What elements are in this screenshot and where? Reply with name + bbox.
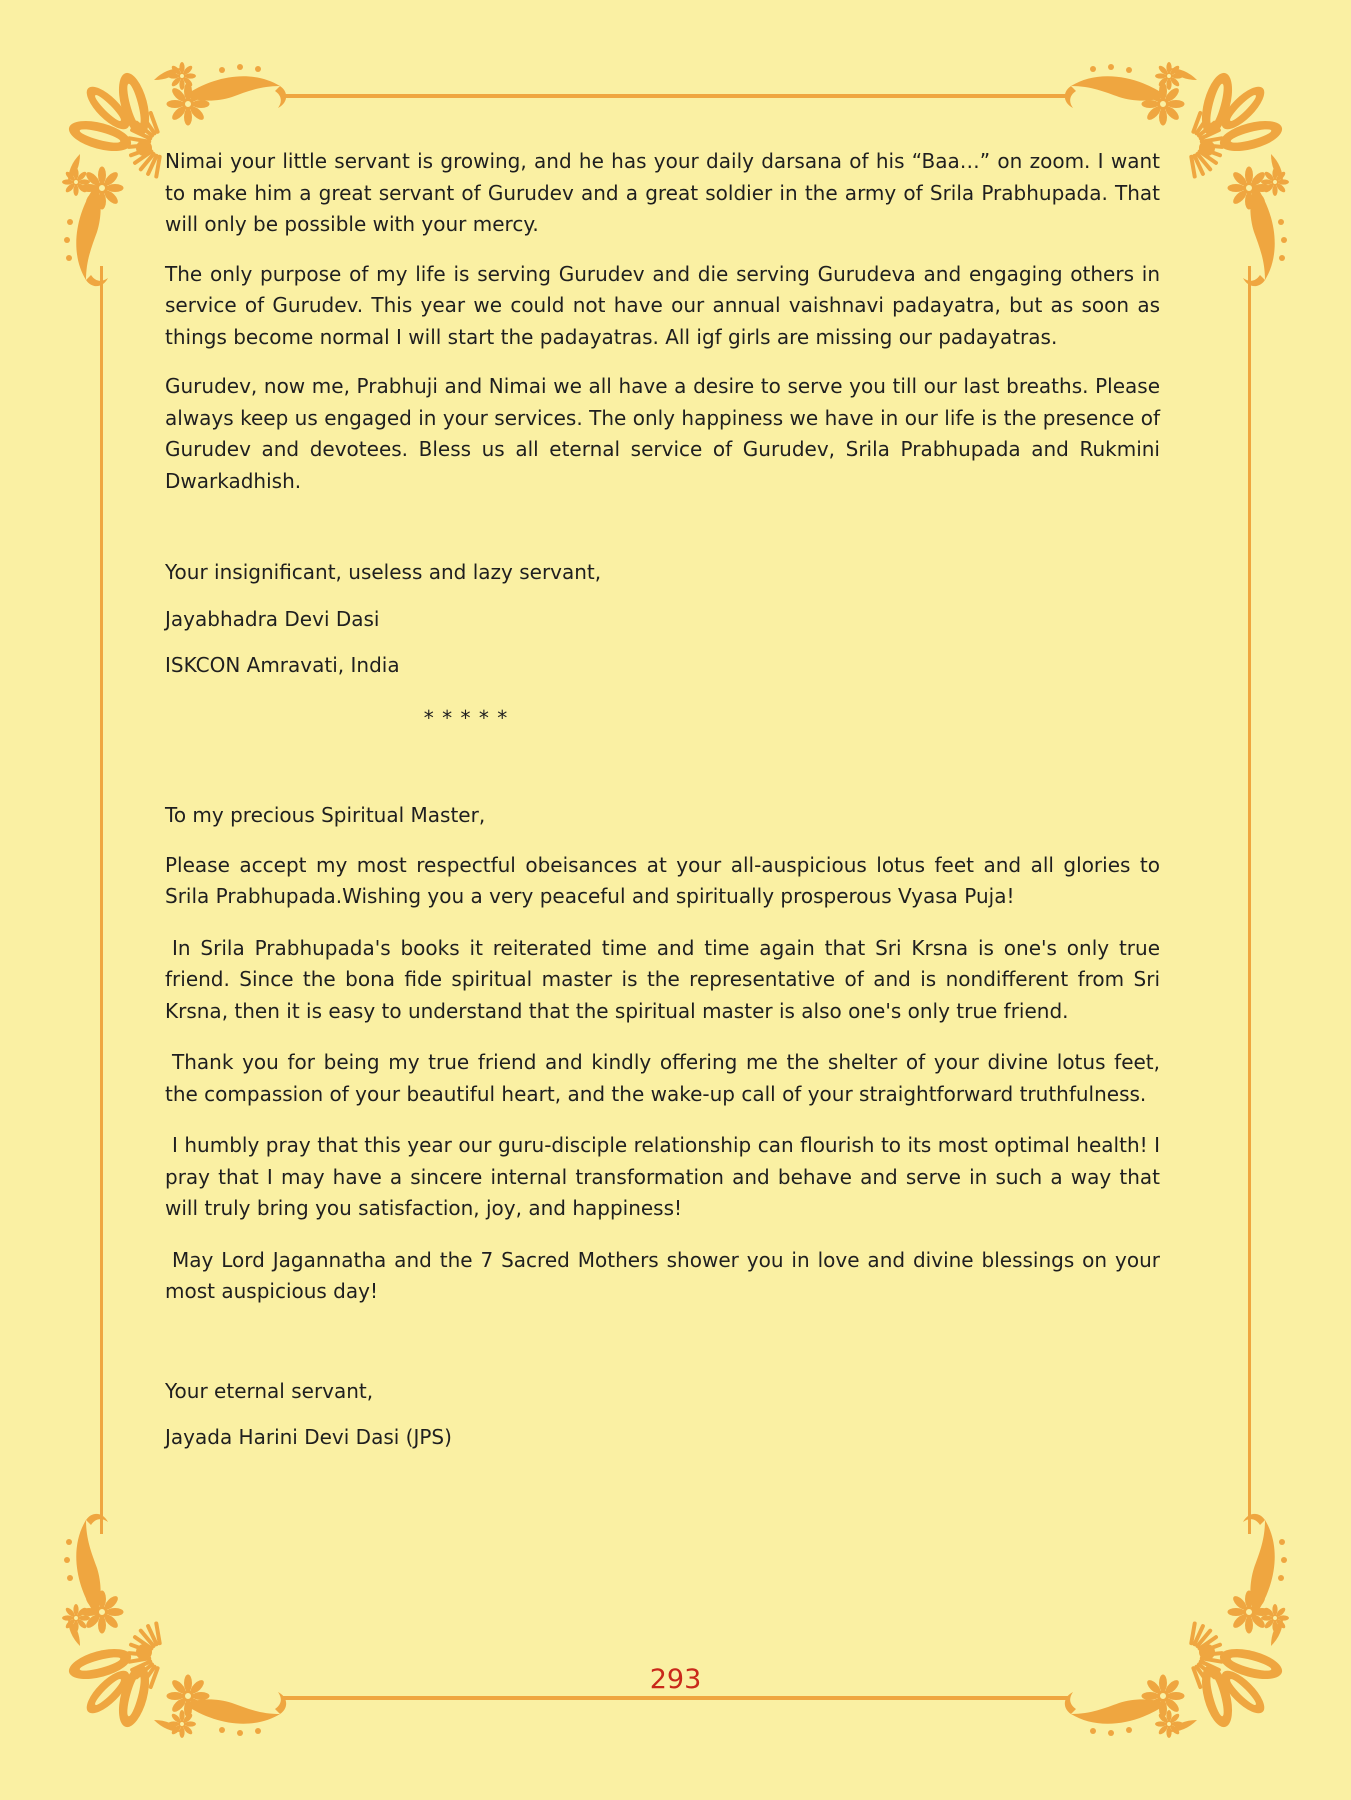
- border-rule-right: [1248, 266, 1251, 1534]
- letter-paragraph: In Srila Prabhupada's books it reiterated time and time again that Sri Krsna is one's only true friend. Since the bona fide spiritual master is the representative of and is nondifferent from Sri Krsna, then it is easy to understand that the spiritual master is also one's only true friend.: [165, 935, 1160, 1023]
- signoff-line: Jayada Harini Devi Dasi (JPS): [165, 1425, 452, 1449]
- signoff-line: Your eternal servant,: [165, 1378, 374, 1403]
- letter-paragraph: Gurudev, now me, Prabhuji and Nimai we all have a desire to serve you till our last breaths. Please always keep us engaged in your services. The only happiness we have in our life is the presence of Gurudev and devotees. Bless us all eternal service of Gurudev, Srila Prabhupada and Rukmini Dwarkadhish.: [165, 374, 1160, 493]
- letter-paragraph: Please accept my most respectful obeisances at your all-auspicious lotus feet and all glories to Srila Prabhupada.Wishing you a very peaceful and spiritually prosperous Vyasa Puja!: [165, 852, 1160, 908]
- letter-paragraph: I humbly pray that this year our guru-disciple relationship can flourish to its most optimal health! I pray that I may have a sincere internal transformation and behave and serve in such a way that will truly bring you satisfaction, joy, and happiness!: [165, 1133, 1160, 1220]
- signoff-line: ISKCON Amravati, India: [165, 653, 400, 677]
- letter-body-second: [165, 850, 1160, 1308]
- signoff-line: Jayabhadra Devi Dasi: [165, 606, 380, 631]
- floral-corner-ornament-bottom-left: [58, 1512, 288, 1742]
- letter-body-first: [165, 146, 1160, 497]
- signoff-line: Your insignificant, useless and lazy servant,: [165, 560, 602, 584]
- border-rule-bottom: [282, 1696, 1069, 1700]
- border-rule-left: [100, 266, 103, 1534]
- page-number: 293: [649, 1664, 702, 1695]
- letter-paragraph: May Lord Jagannatha and the 7 Sacred Mothers shower you in love and divine blessings on your most auspicious day!: [165, 1247, 1160, 1303]
- text-column: [165, 0, 1160, 1469]
- letter-salutation: To my precious Spiritual Master,: [165, 803, 486, 827]
- letter-paragraph: The only purpose of my life is serving Gurudev and die serving Gurudeva and engaging others in service of Gurudev. This year we could not have our annual vaishnavi padayatra, but as soon as things become normal I will start the padayatras. All igf girls are missing our padayatras.: [165, 261, 1160, 349]
- letter-paragraph: Thank you for being my true friend and kindly offering me the shelter of your divine lotus feet, the compassion of your beautiful heart, and the wake-up call of your straightforward truthfulness.: [165, 1050, 1160, 1106]
- asterisk-separator: * * * * *: [423, 705, 509, 730]
- signoff-block-first: [165, 557, 1160, 682]
- floral-corner-ornament-bottom-right: [1063, 1512, 1293, 1742]
- signoff-block-second: [165, 1376, 1160, 1454]
- letter-paragraph: Nimai your little servant is growing, and he has your daily darsana of his “Baa…” on zoom. I want to make him a great servant of Gurudev and a great soldier in the army of Srila Prabhupada. That will only be possible with your mercy.: [165, 149, 1160, 236]
